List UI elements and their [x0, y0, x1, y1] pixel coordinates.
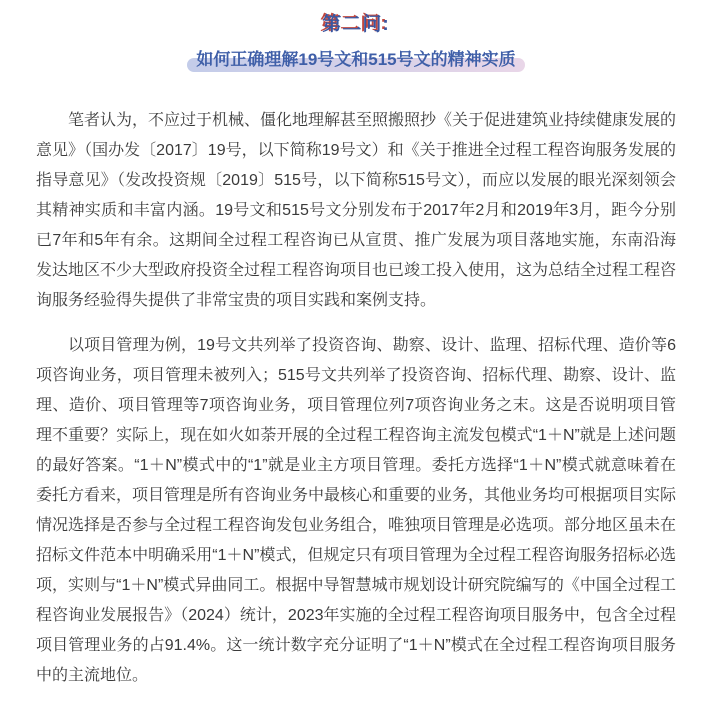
- paragraph-1: 笔者认为，不应过于机械、僵化地理解甚至照搬照抄《关于促进建筑业持续健康发展的意见》（国办发〔2017〕19号，以下简称19号文）和《关于推进全过程工程咨询服务发展的指导意见》（发改投资规〔2019〕515号，以下简称515号文），而应以发展的眼光深刻领会其精神实质和丰富内涵。19号文和515号文分别发布于2017年2月和2019年3月，距今分别已7年和5年有余。这期间全过程工程咨询已从宣贯、推广发展为项目落地实施，东南沿海发达地区不少大型政府投资全过程工程咨询项目也已竣工投入使用，这为总结全过程工程咨询服务经验得失提供了非常宝贵的项目实践和案例支持。: [36, 112, 677, 309]
- article-title: 第二问:: [322, 14, 390, 35]
- paragraph-2: 以项目管理为例，19号文共列举了投资咨询、勘察、设计、监理、招标代理、造价等6项咨询业务，项目管理未被列入；515号文共列举了投资咨询、招标代理、勘察、设计、监理、造价、项目管理等7项咨询业务，项目管理位列7项咨询业务之末。这是否说明项目管理不重要？实际上，现在如火如荼开展的全过程工程咨询主流发包模式“1＋N”就是上述问题的最好答案。“1＋N”模式中的“1”就是业主方项目管理。委托方选择“1＋N”模式就意味着在委托方看来，项目管理是所有咨询业务中最核心和重要的业务，其他业务均可根据项目实际情况选择是否参与全过程工程咨询发包业务组合，唯独项目管理是必选项。部分地区虽未在招标文件范本中明确采用“1＋N”模式，但规定只有项目管理为全过程工程咨询服务招标必选项，实则与“1＋N”模式异曲同工。根据中导智慧城市规划设计研究院编写的《中国全过程工程咨询业发展报告》（2024）统计，2023年实施的全过程工程咨询项目服务中，包含全过程项目管理业务的占91.4%。这一统计数字充分证明了“1＋N”模式在全过程工程咨询项目服务中的主流地位。: [36, 337, 677, 684]
- article-subtitle-row: [36, 48, 676, 72]
- article-body: [36, 106, 676, 691]
- article-subtitle: 如何正确理解19号文和515号文的精神实质: [196, 48, 515, 72]
